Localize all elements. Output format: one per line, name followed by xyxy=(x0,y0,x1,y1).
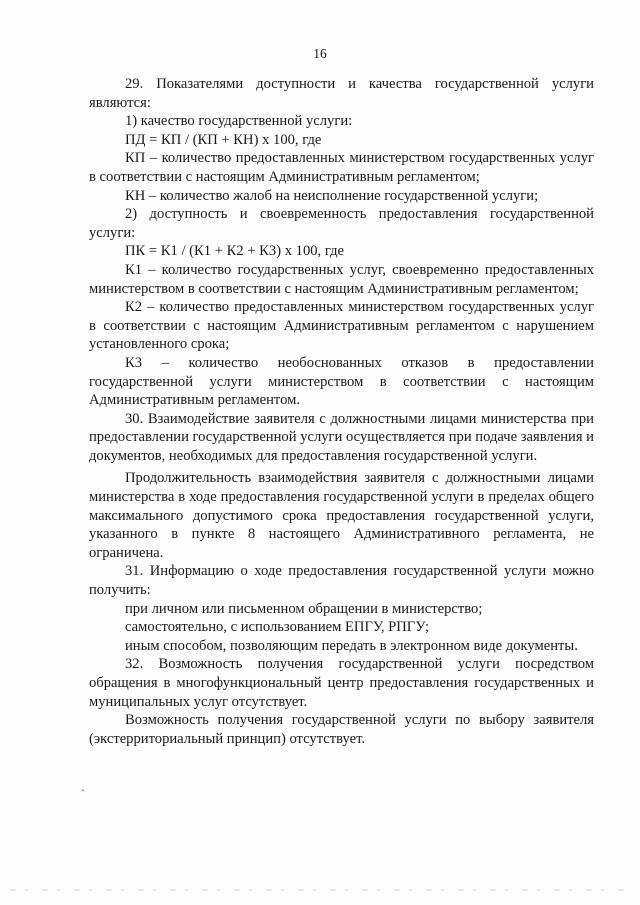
paragraph-32: 32. Возможность получения государственной услуги посредством обращения в многофункциональный центр предоставления государственных и муниципальных услуг отсутствует. xyxy=(89,656,594,710)
document-body xyxy=(89,75,594,748)
paragraph-30-duration: Продолжительность взаимодействия заявителя с должностными лицами министерства в ходе предоставления государственной услуги в пределах общего максимального допустимого срока предоставления государственной услуги, указанного в пункте 8 настоящего Административного регламента, не ограничена. xyxy=(89,470,594,561)
quality-heading: 1) качество государственной услуги: xyxy=(125,113,353,130)
formula-pk: ПК = К1 / (К1 + К2 + К3) х 100, где xyxy=(125,243,344,260)
definition-k1: К1 – количество государственных услуг, своевременно предоставленных министерством в соответствии с настоящим Административным регламентом; xyxy=(89,261,594,297)
definition-kp: КП – количество предоставленных министерством государственных услуг в соответствии с настоящим Административным регламентом; xyxy=(89,150,594,185)
paragraph-31: 31. Информацию о ходе предоставления государственной услуги можно получить: xyxy=(89,563,594,599)
scan-mark: ` xyxy=(81,787,85,801)
formula-pd: ПД = КП / (КП + КН) х 100, где xyxy=(125,131,322,148)
definition-k3: К3 – количество необоснованных отказов в предоставлении государственной услуги министерством в соответствии с настоящим Административным регламентом. xyxy=(89,354,594,409)
paragraph-30: 30. Взаимодействие заявителя с должностными лицами министерства при предоставлении государственной услуги осуществляется при подаче заявления и документов, необходимых для предоставления государственной услуги. xyxy=(89,410,594,464)
info-method-personal: при личном или письменном обращении в министерство; xyxy=(125,600,483,617)
scan-noise xyxy=(0,888,640,892)
availability-heading: 2) доступность и своевременность предоставления государственной услуги: xyxy=(89,206,594,241)
paragraph-29: 29. Показателями доступности и качества государственной услуги являются: xyxy=(89,76,594,111)
info-method-online: самостоятельно, с использованием ЕПГУ, РПГУ; xyxy=(125,619,430,636)
paragraph-32-extraterritorial: Возможность получения государственной услуги по выбору заявителя (экстерриториальный принцип) отсутствует. xyxy=(89,712,594,747)
definition-kn: КН – количество жалоб на неисполнение государственной услуги; xyxy=(125,187,539,204)
info-method-other: иным способом, позволяющим передать в электронном виде документы. xyxy=(125,637,578,654)
definition-k2: К2 – количество предоставленных министерством государственных услуг в соответствии с настоящим Административным регламентом с нарушением установленного срока; xyxy=(89,299,594,353)
page-number: 16 xyxy=(313,46,327,61)
